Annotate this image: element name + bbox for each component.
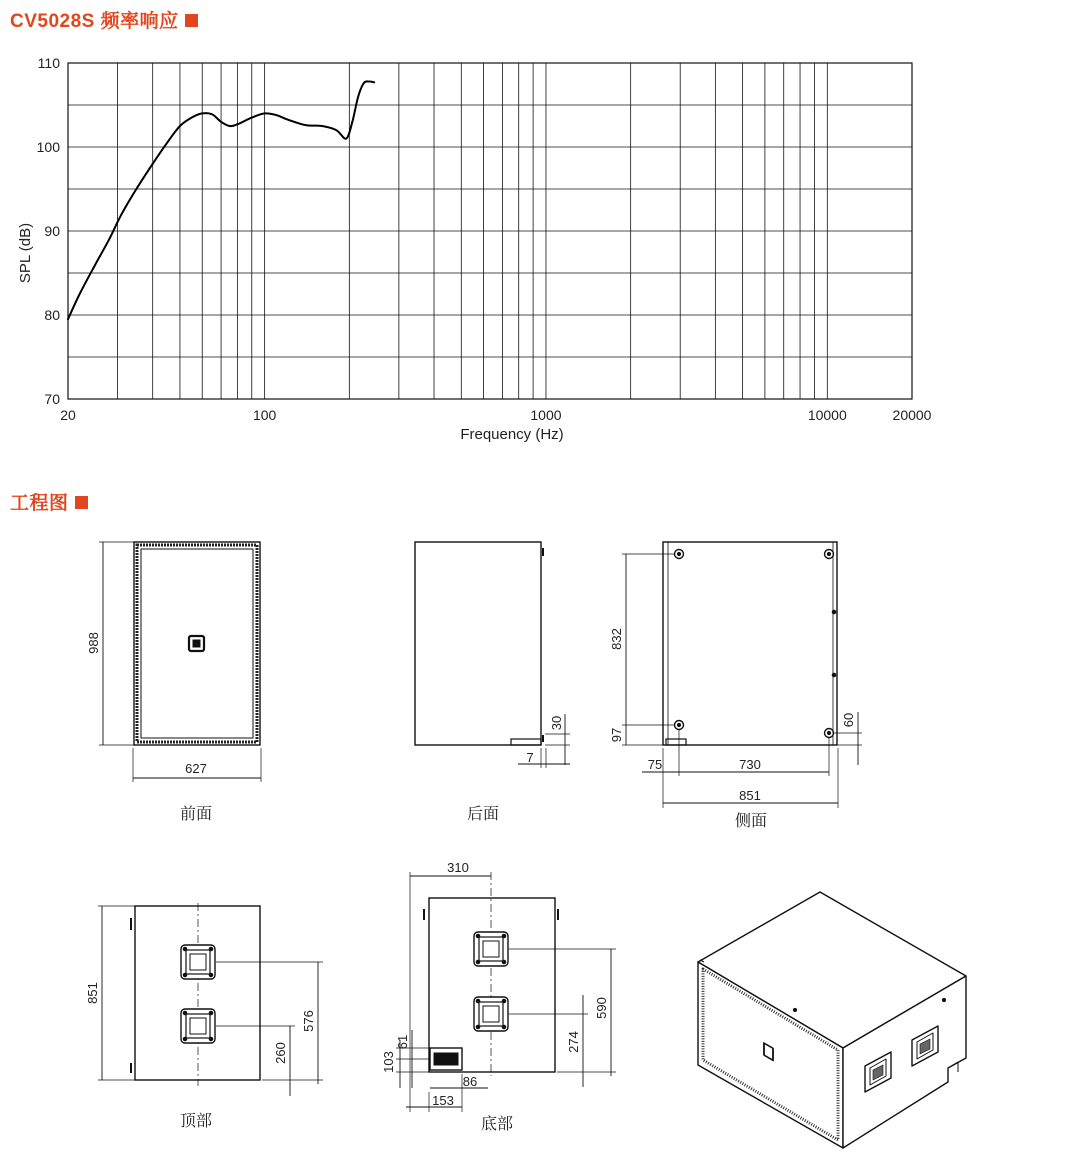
bottom-handle-inner-dim: 61 — [395, 1034, 410, 1050]
x-tick-label: 10000 — [807, 407, 847, 423]
side-handle-span-dim: 730 — [739, 757, 761, 772]
side-handle-spacing-dim: 832 — [609, 628, 624, 650]
isometric-view — [698, 892, 966, 1148]
y-tick-label: 80 — [44, 307, 60, 323]
x-axis-label: Frequency (Hz) — [460, 426, 564, 443]
y-tick-label: 90 — [44, 223, 60, 239]
top-front-port-dim: 576 — [301, 1010, 316, 1032]
rear-view — [415, 542, 570, 768]
side-rear-handle-dim: 60 — [841, 712, 856, 728]
front-width-dim: 627 — [185, 761, 207, 776]
bottom-handle-span-dim: 153 — [432, 1093, 454, 1108]
side-handle-offset-dim: 97 — [609, 727, 624, 743]
front-caption: 前面 — [179, 804, 213, 823]
side-front-offset-dim: 75 — [647, 757, 663, 772]
y-tick-label: 100 — [36, 139, 60, 155]
side-caption: 侧面 — [734, 811, 768, 830]
section-marker-icon — [185, 14, 198, 27]
y-axis-label: SPL (dB) — [17, 222, 34, 284]
top-caption: 顶部 — [179, 1111, 213, 1130]
front-view — [99, 542, 261, 782]
frequency-response-chart — [0, 40, 1000, 460]
bottom-port-offset-dim: 310 — [447, 860, 469, 875]
bottom-rear-port-dim: 274 — [566, 1031, 581, 1053]
chart-ticks — [37, 55, 932, 423]
x-tick-label: 100 — [252, 407, 277, 423]
side-depth-dim: 851 — [739, 788, 761, 803]
y-tick-label: 70 — [44, 391, 60, 407]
rear-caption: 后面 — [466, 804, 500, 823]
top-depth-dim: 851 — [85, 982, 100, 1004]
drawings-section-title: 工程图 — [10, 488, 88, 515]
section-marker-icon — [75, 496, 88, 509]
top-rear-port-dim: 260 — [273, 1042, 288, 1064]
x-tick-label: 1000 — [530, 407, 562, 423]
x-tick-label: 20 — [60, 407, 76, 423]
chart-grid — [68, 63, 912, 399]
bottom-front-port-dim: 590 — [594, 997, 609, 1019]
engineering-drawings — [0, 525, 1077, 1171]
rear-lip-depth-dim: 7 — [526, 750, 534, 765]
bottom-caption: 底部 — [480, 1114, 514, 1133]
top-view — [98, 903, 323, 1096]
y-tick-label: 110 — [37, 55, 60, 71]
chart-section-title: CV5028S 频率响应 — [10, 6, 198, 33]
x-tick-label: 20000 — [892, 407, 932, 423]
bottom-view — [396, 872, 616, 1112]
front-height-dim: 988 — [86, 632, 101, 654]
bottom-handle-outer-dim: 103 — [381, 1051, 396, 1073]
bottom-handle-width-dim: 86 — [462, 1074, 478, 1089]
rear-lip-height-dim: 30 — [549, 715, 564, 731]
